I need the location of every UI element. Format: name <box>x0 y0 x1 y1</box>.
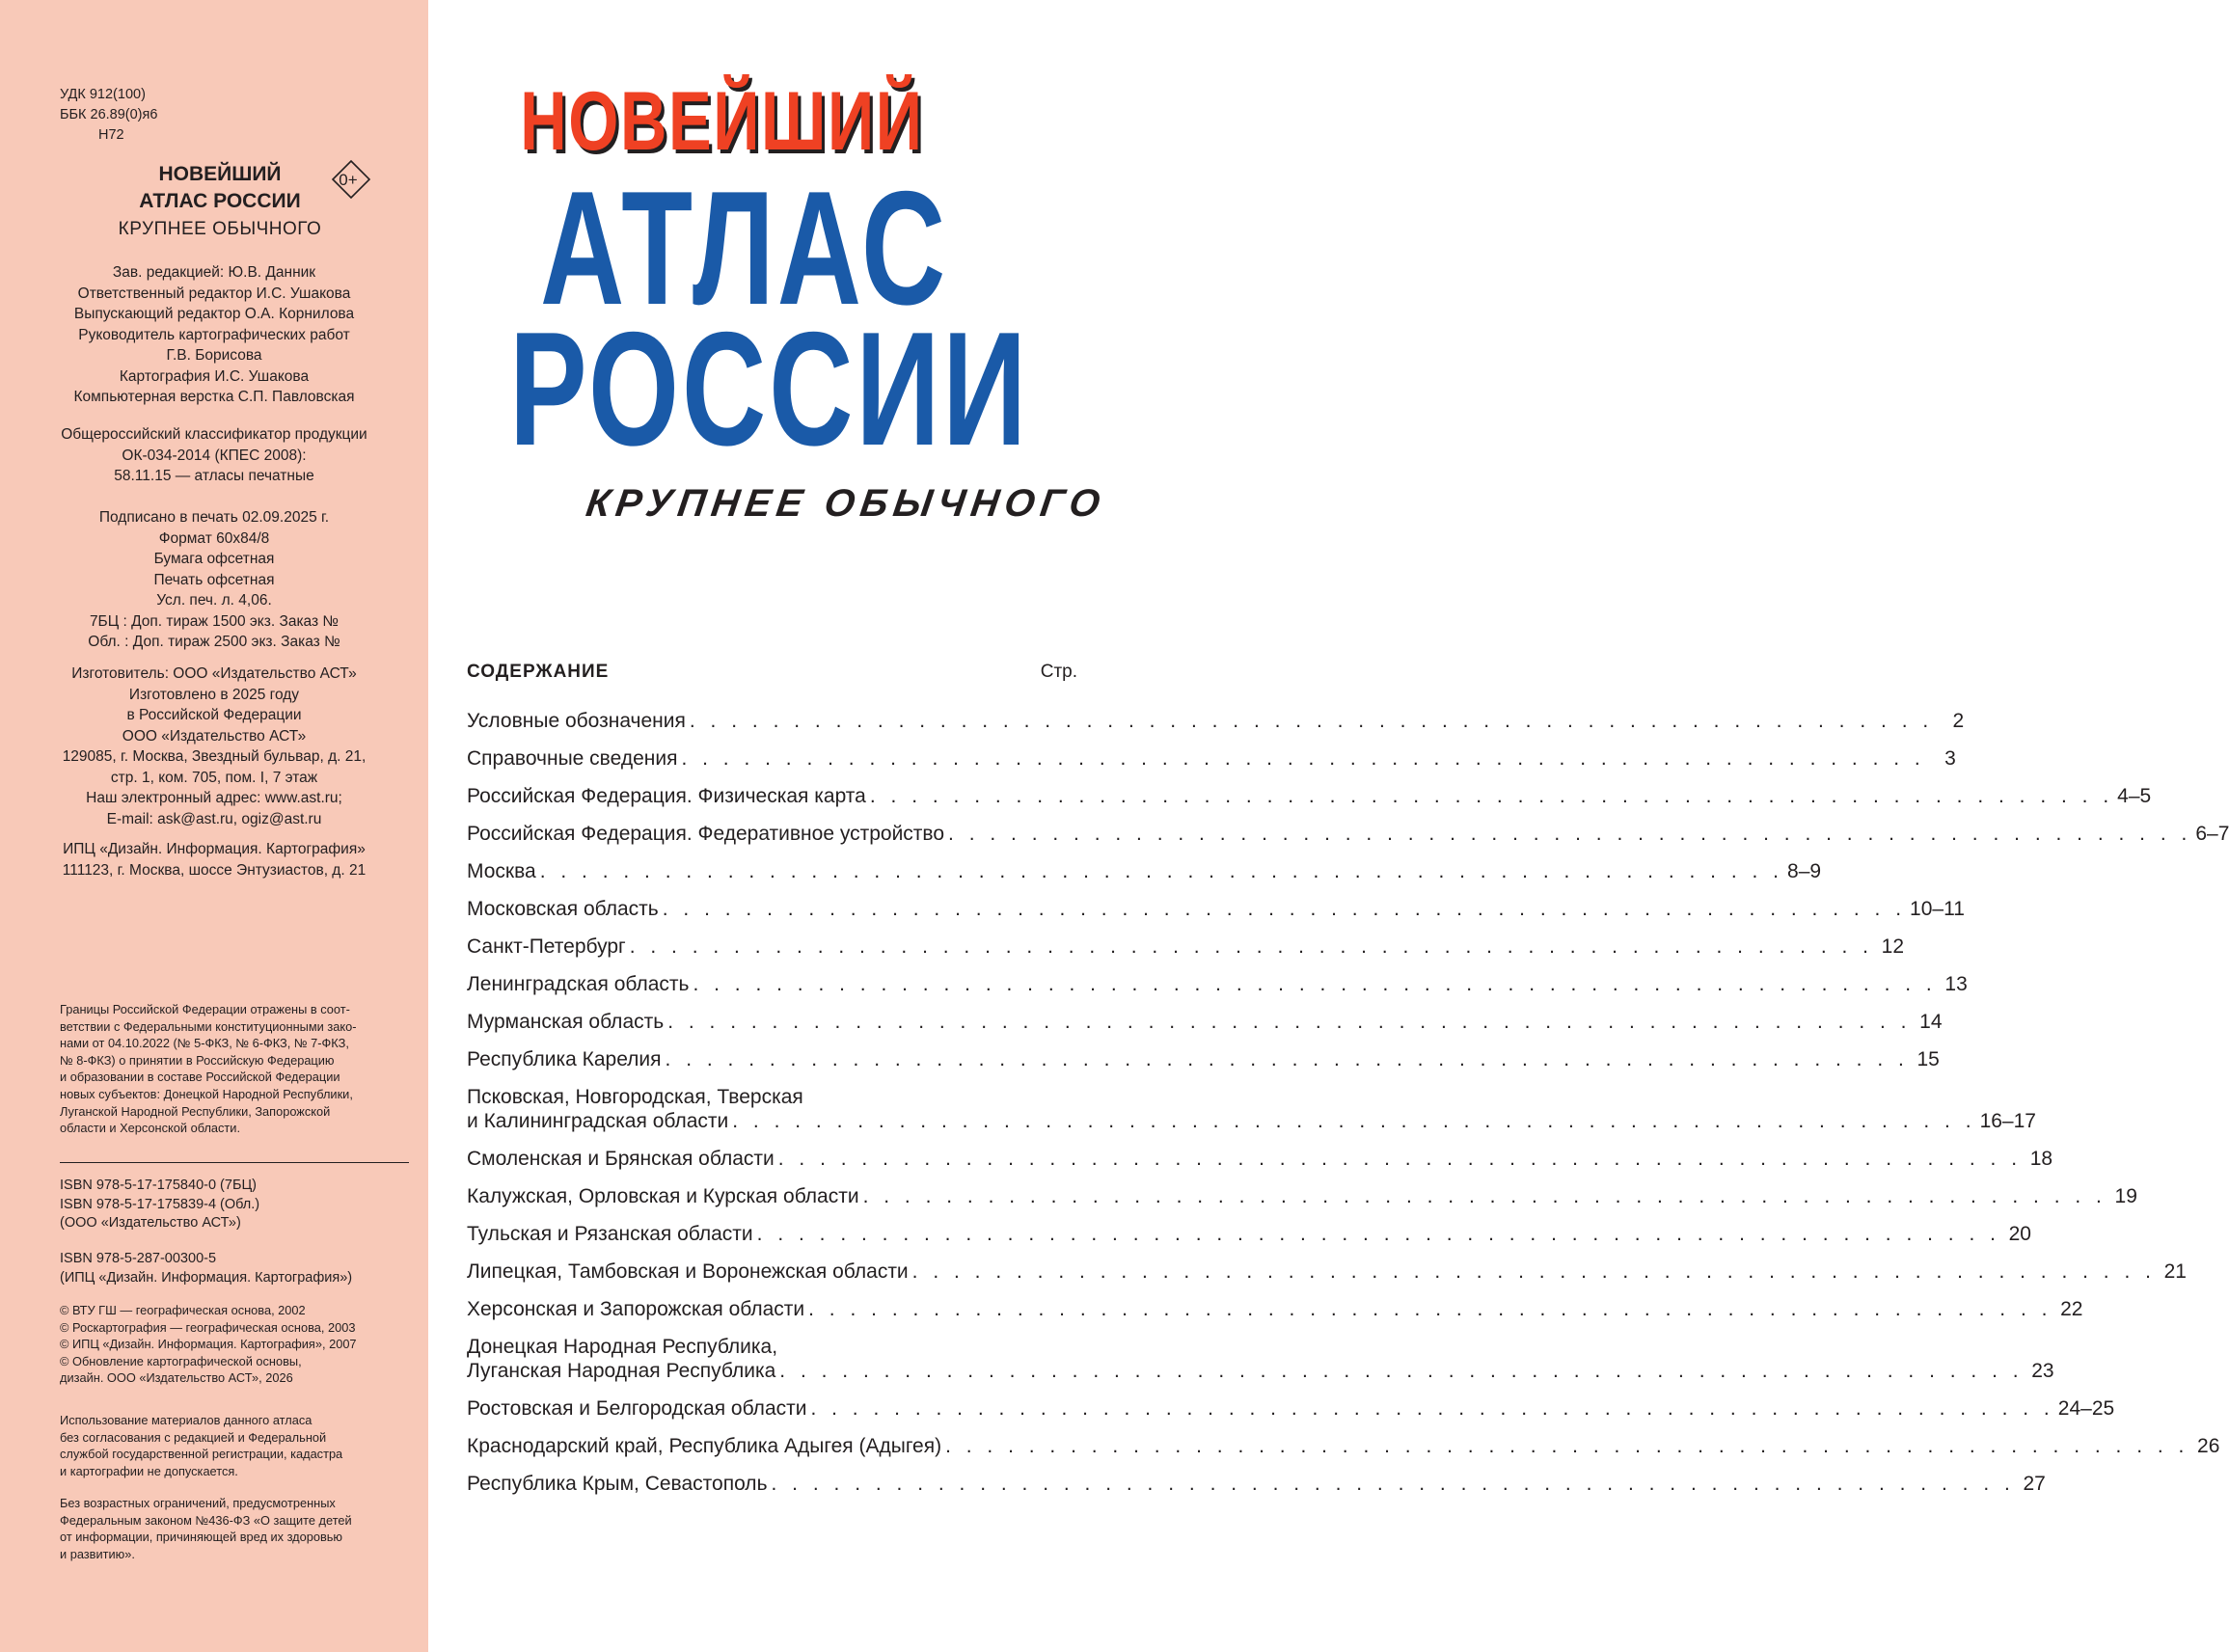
toc-item-label: Калужская, Орловская и Курская области <box>467 1185 859 1207</box>
toc-leader-dots: . . . . . . . . . . . . . . . . . . . . . . . . . . . . . . . . . . . . . . . . . . . . . . . . . . . . . . . . . . . . <box>539 860 1784 882</box>
borders-note <box>60 1001 419 1137</box>
manufacturer-line: в Российской Федерации <box>126 707 302 723</box>
copyrights <box>60 1302 419 1387</box>
print-info-line: 7БЦ : Доп. тираж 1500 экз. Заказ № <box>89 612 340 630</box>
credits-line: Выпускающий редактор О.А. Корнилова <box>73 306 355 322</box>
cover-subtitle: КРУПНЕЕ ОБЫЧНОГО <box>583 482 1109 525</box>
toc-item <box>467 709 1965 733</box>
toc-item-label: Ленинградская область <box>467 973 690 995</box>
toc-item-label: Российская Федерация. Федеративное устройство <box>467 823 945 845</box>
age-rating-number: 0+ <box>339 171 358 189</box>
copyrights-line: дизайн. ООО «Издательство АСТ», 2026 <box>60 1370 293 1386</box>
toc-leader-dots: . . . . . . . . . . . . . . . . . . . . . . . . . . . . . . . . . . . . . . . . . . . . . . . . . . . . . . . . . . . . <box>808 1298 2052 1320</box>
toc-item <box>467 972 1968 996</box>
isbn-ast-line: ISBN 978-5-17-175839-4 (Обл.) <box>60 1196 260 1212</box>
toc-leader-dots: . . . . . . . . . . . . . . . . . . . . . . . . . . . . . . . . . . . . . . . . . . . . . . . . . . . . . . . . . . . . <box>629 935 1874 958</box>
toc-item-page: 8–9 <box>1787 860 1822 882</box>
toc-item-label: Луганская Народная Республика <box>467 1360 776 1382</box>
editorial-credits <box>19 262 409 408</box>
copyrights-line: © Обновление картографической основы, <box>60 1353 302 1368</box>
print-info-line: Обл. : Доп. тираж 2500 экз. Заказ № <box>88 634 340 650</box>
ipc-line: 111123, г. Москва, шоссе Энтузиастов, д. 21 <box>62 861 367 879</box>
toc-page-heading: Стр. <box>1040 662 1077 682</box>
toc-item <box>467 1184 2137 1208</box>
sidebar-title <box>116 161 324 215</box>
cover-title-line3: РОССИИ <box>509 298 1030 479</box>
toc-item-label: Тульская и Рязанская области <box>467 1223 753 1245</box>
toc-item-label: Московская область <box>467 898 659 920</box>
toc-item-label: Республика Крым, Севастополь <box>467 1473 768 1495</box>
borders-note-line: Луганской Народной Республики, Запорожской <box>60 1103 331 1119</box>
isbn-ast <box>60 1177 419 1233</box>
toc-leader-dots: . . . . . . . . . . . . . . . . . . . . . . . . . . . . . . . . . . . . . . . . . . . . . . . . . . . . . . . . . . . . <box>869 785 2114 807</box>
toc-item-label: Краснодарский край, Республика Адыгея (Адыгея) <box>467 1435 942 1457</box>
toc-item <box>467 1396 2115 1421</box>
borders-note-line: нами от 04.10.2022 (№ 5-ФКЗ, № 6-ФКЗ, № 7-ФКЗ, <box>60 1036 349 1051</box>
toc-item <box>467 1222 2031 1246</box>
toc-leader-dots: . . . . . . . . . . . . . . . . . . . . . . . . . . . . . . . . . . . . . . . . . . . . . . . . . . . . . . . . . . . . <box>777 1148 2023 1170</box>
toc-item-page: 20 <box>2008 1223 2031 1245</box>
toc-item <box>467 746 1956 771</box>
toc-item <box>467 1472 2046 1496</box>
toc-item-label: Справочные сведения <box>467 747 678 770</box>
toc-leader-dots: . . . . . . . . . . . . . . . . . . . . . . . . . . . . . . . . . . . . . . . . . . . . . . . . . . . . . . . . . . . . <box>681 747 1925 770</box>
manufacturer-line: Изготовлено в 2025 году <box>128 686 300 703</box>
usage-note-line: службой государственной регистрации, кадастра <box>60 1447 343 1462</box>
print-info-line: Формат 60х84/8 <box>158 529 270 547</box>
toc-leader-dots: . . . . . . . . . . . . . . . . . . . . . . . . . . . . . . . . . . . . . . . . . . . . . . . . . . . . . . . . . . . . <box>756 1223 2000 1245</box>
imprint-sidebar <box>0 0 428 1652</box>
isbn-ipc <box>60 1250 419 1287</box>
usage-note-line: без согласования с редакцией и Федеральной <box>60 1429 327 1445</box>
toc-item-page: 18 <box>2029 1148 2053 1170</box>
age-rating-badge <box>332 160 370 199</box>
age-note <box>60 1495 419 1562</box>
toc-item-page: 4–5 <box>2117 785 2152 807</box>
ipc-info <box>19 839 409 880</box>
toc-leader-dots: . . . . . . . . . . . . . . . . . . . . . . . . . . . . . . . . . . . . . . . . . . . . . . . . . . . . . . . . . . . . <box>662 898 1907 920</box>
borders-note-line: № 8-ФКЗ) о принятии в Российскую Федерацию <box>60 1052 335 1068</box>
copyrights-line: © ВТУ ГШ — географическая основа, 2002 <box>60 1303 306 1317</box>
ipc-line: ИПЦ «Дизайн. Информация. Картография» <box>63 841 366 857</box>
toc-item-label: Санкт-Петербург <box>467 935 626 958</box>
toc-item-page: 26 <box>2197 1435 2220 1457</box>
author-mark: Н72 <box>98 127 124 143</box>
toc-item <box>467 1010 1943 1034</box>
toc-leader-dots: . . . . . . . . . . . . . . . . . . . . . . . . . . . . . . . . . . . . . . . . . . . . . . . . . . . . . . . . . . . . <box>948 823 2192 845</box>
toc-item-page: 27 <box>2023 1473 2046 1495</box>
toc-item <box>467 1434 2220 1458</box>
manufacturer-line: 129085, г. Москва, Звездный бульвар, д. 21, <box>62 748 367 765</box>
toc-item-page: 6–7 <box>2195 823 2229 845</box>
age-note-line: и развитию». <box>60 1546 135 1561</box>
toc-leader-dots: . . . . . . . . . . . . . . . . . . . . . . . . . . . . . . . . . . . . . . . . . . . . . . . . . . . . . . . . . . . . <box>667 1011 1912 1033</box>
credits-line: Зав. редакцией: Ю.В. Данник <box>112 264 316 281</box>
cover-title-line1: НОВЕЙШИЙ <box>520 75 924 168</box>
toc-leader-dots: . . . . . . . . . . . . . . . . . . . . . . . . . . . . . . . . . . . . . . . . . . . . . . . . . . . . . . . . . . . . <box>862 1185 2107 1207</box>
age-note-line: от информации, причиняющей вред их здоровью <box>60 1530 343 1545</box>
print-info-line: Подписано в печать 02.09.2025 г. <box>98 509 330 526</box>
toc-item-page: 10–11 <box>1910 898 1965 920</box>
product-classifier <box>19 424 409 487</box>
toc-leader-dots: . . . . . . . . . . . . . . . . . . . . . . . . . . . . . . . . . . . . . . . . . . . . . . . . . . . . . . . . . . . . <box>945 1435 2189 1457</box>
credits-line: Картография И.С. Ушакова <box>119 367 310 385</box>
credits-line: Ответственный редактор И.С. Ушакова <box>77 284 351 302</box>
toc-leader-dots: . . . . . . . . . . . . . . . . . . . . . . . . . . . . . . . . . . . . . . . . . . . . . . . . . . . . . . . . . . . . <box>689 710 1934 732</box>
toc-heading: СОДЕРЖАНИЕ <box>467 662 610 682</box>
toc-item <box>467 859 1822 883</box>
manufacturer-line: Наш электронный адрес: www.ast.ru; <box>86 790 342 806</box>
toc-item-label: Липецкая, Тамбовская и Воронежская области <box>467 1260 909 1283</box>
isbn-ast-line: ISBN 978-5-17-175840-0 (7БЦ) <box>60 1178 258 1193</box>
copyrights-line: © ИПЦ «Дизайн. Информация. Картография», 2007 <box>60 1337 357 1352</box>
toc-item-page: 3 <box>1944 747 1956 770</box>
toc-item-label: Смоленская и Брянская области <box>467 1148 775 1170</box>
borders-note-line: Границы Российской Федерации отражены в соот- <box>60 1002 350 1016</box>
toc-leader-dots: . . . . . . . . . . . . . . . . . . . . . . . . . . . . . . . . . . . . . . . . . . . . . . . . . . . . . . . . . . . . <box>779 1360 2024 1382</box>
toc-item-label: Херсонская и Запорожская области <box>467 1298 805 1320</box>
toc-leader-dots: . . . . . . . . . . . . . . . . . . . . . . . . . . . . . . . . . . . . . . . . . . . . . . . . . . . . . . . . . . . . <box>665 1048 1909 1070</box>
toc-item-page: 14 <box>1919 1011 1943 1033</box>
toc-item-label: Москва <box>467 860 536 882</box>
classifier-line: ОК-034-2014 (КПЕС 2008): <box>122 447 307 464</box>
toc-item-label: Республика Карелия <box>467 1048 662 1070</box>
toc-item <box>467 1259 2187 1284</box>
classification-codes <box>60 85 157 146</box>
credits-line: Руководитель картографических работ <box>78 326 350 343</box>
classifier-line: 58.11.15 — атласы печатные <box>114 468 314 484</box>
toc-item <box>467 1335 2054 1383</box>
table-of-contents <box>467 709 2229 1496</box>
borders-note-line: области и Херсонской области. <box>60 1121 240 1136</box>
toc-leader-dots: . . . . . . . . . . . . . . . . . . . . . . . . . . . . . . . . . . . . . . . . . . . . . . . . . . . . . . . . . . . . <box>693 973 1937 995</box>
age-note-line: Без возрастных ограничений, предусмотренных <box>60 1496 336 1510</box>
toc-item-page: 16–17 <box>1979 1110 2036 1132</box>
bbk-code: ББК 26.89(0)я6 <box>60 107 158 122</box>
toc-item-page: 19 <box>2114 1185 2137 1207</box>
print-info-line: Печать офсетная <box>153 571 275 588</box>
copyrights-line: © Роскартография — географическая основа, 2003 <box>60 1319 356 1335</box>
print-info-line: Усл. печ. л. 4,06. <box>156 592 272 609</box>
manufacturer-info <box>19 664 409 829</box>
manufacturer-line: стр. 1, ком. 705, пом. I, 7 этаж <box>110 769 318 786</box>
print-info <box>19 507 409 653</box>
isbn-ipc-line: (ИПЦ «Дизайн. Информация. Картография») <box>60 1269 353 1286</box>
isbn-ast-line: (ООО «Издательство АСТ») <box>60 1215 241 1231</box>
toc-item-page: 12 <box>1881 935 1905 958</box>
usage-note <box>60 1412 419 1479</box>
credits-line: Г.В. Борисова <box>166 347 262 364</box>
toc-leader-dots: . . . . . . . . . . . . . . . . . . . . . . . . . . . . . . . . . . . . . . . . . . . . . . . . . . . . . . . . . . . . <box>732 1110 1976 1132</box>
toc-item <box>467 1297 2083 1321</box>
toc-leader-dots: . . . . . . . . . . . . . . . . . . . . . . . . . . . . . . . . . . . . . . . . . . . . . . . . . . . . . . . . . . . . <box>810 1397 2054 1420</box>
toc-item-label-first-line: Донецкая Народная Республика, <box>467 1336 778 1358</box>
age-note-line: Федеральным законом №436-ФЗ «О защите детей <box>60 1512 352 1528</box>
toc-item-page: 21 <box>2163 1260 2187 1283</box>
print-info-line: Бумага офсетная <box>153 551 275 567</box>
isbn-ipc-line: ISBN 978-5-287-00300-5 <box>60 1251 217 1266</box>
toc-item <box>467 1047 1940 1071</box>
sidebar-title-line1: НОВЕЙШИЙ <box>158 163 282 185</box>
toc-leader-dots: . . . . . . . . . . . . . . . . . . . . . . . . . . . . . . . . . . . . . . . . . . . . . . . . . . . . . . . . . . . . <box>771 1473 2015 1495</box>
borders-note-line: ветствии с Федеральными конституционными зако- <box>60 1018 357 1034</box>
divider <box>60 1162 409 1163</box>
manufacturer-line: ООО «Издательство АСТ» <box>122 727 307 745</box>
toc-item-label: Условные обозначения <box>467 710 686 732</box>
sidebar-title-line2: АТЛАС РОССИИ <box>139 190 301 212</box>
manufacturer-line: Изготовитель: ООО «Издательство АСТ» <box>71 665 357 682</box>
toc-item-page: 15 <box>1916 1048 1940 1070</box>
toc-item-label: и Калининградская области <box>467 1110 729 1132</box>
toc-item-label: Российская Федерация. Физическая карта <box>467 785 866 807</box>
usage-note-line: и картографии не допускается. <box>60 1463 238 1478</box>
toc-item-page: 23 <box>2031 1360 2054 1382</box>
toc-leader-dots: . . . . . . . . . . . . . . . . . . . . . . . . . . . . . . . . . . . . . . . . . . . . . . . . . . . . . . . . . . . . <box>911 1260 2156 1283</box>
classifier-line: Общероссийский классификатор продукции <box>61 426 367 443</box>
cover-title-line2: АТЛАС <box>540 157 949 339</box>
toc-item-page: 13 <box>1944 973 1968 995</box>
toc-item-page: 24–25 <box>2057 1397 2115 1420</box>
usage-note-line: Использование материалов данного атласа <box>60 1413 313 1427</box>
borders-note-line: и образовании в составе Российской Федерации <box>60 1070 340 1085</box>
toc-item <box>467 1085 2036 1133</box>
toc-item <box>467 897 1965 921</box>
toc-item-label: Ростовская и Белгородская области <box>467 1397 807 1420</box>
toc-item <box>467 1147 2053 1171</box>
toc-item-page: 2 <box>1952 710 1965 732</box>
toc-item <box>467 822 2229 846</box>
toc-item-label-first-line: Псковская, Новгородская, Тверская <box>467 1086 803 1108</box>
manufacturer-line: E-mail: ask@ast.ru, ogiz@ast.ru <box>106 810 322 827</box>
toc-item <box>467 934 1905 959</box>
udk-code: УДК 912(100) <box>60 87 146 102</box>
sidebar-subtitle: КРУПНЕЕ ОБЫЧНОГО <box>118 219 322 239</box>
borders-note-line: новых субъектов: Донецкой Народной Республики, <box>60 1086 353 1101</box>
credits-line: Компьютерная верстка С.П. Павловская <box>73 389 355 405</box>
toc-item <box>467 784 2152 808</box>
toc-item-page: 22 <box>2060 1298 2083 1320</box>
toc-item-label: Мурманская область <box>467 1011 665 1033</box>
